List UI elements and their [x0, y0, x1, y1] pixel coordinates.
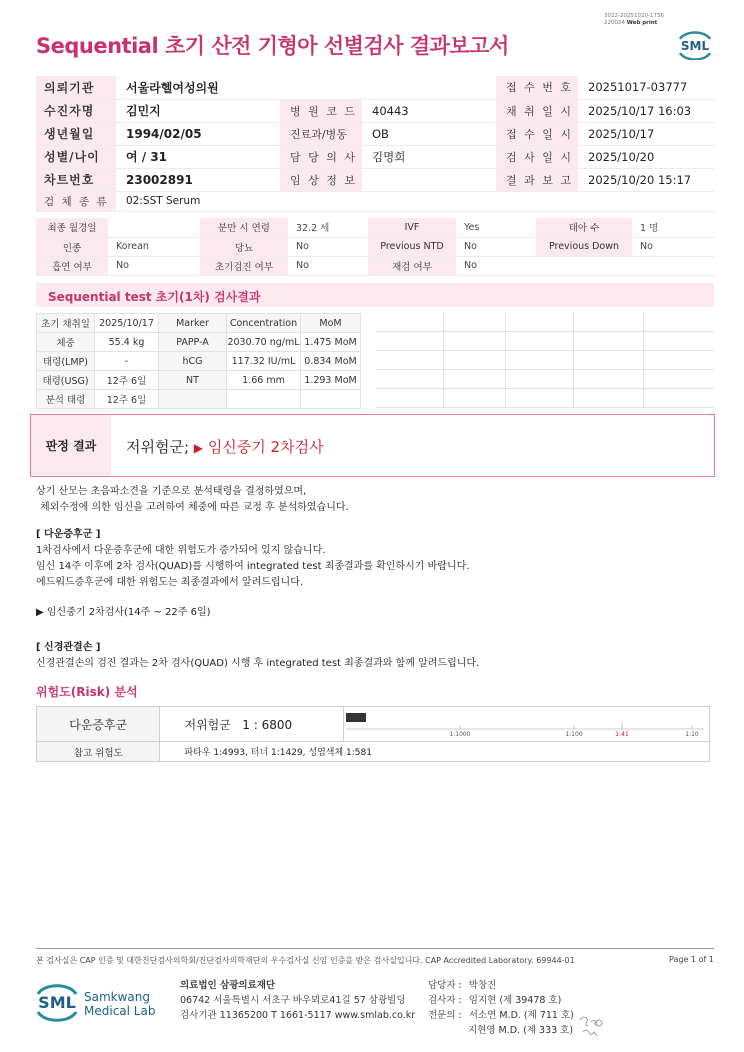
sex-age-label: 성별/나이 [36, 145, 116, 168]
result-cell: 2025/10/17 [95, 314, 159, 333]
maternal-row [36, 218, 714, 237]
risk-bar [346, 713, 366, 722]
collected-value: 2025/10/17 16:03 [578, 99, 714, 122]
result-cell: 117.32 IU/mL [227, 352, 301, 371]
risk-scale-cell [344, 707, 710, 742]
ref-risk-value: 파타우 1:4993, 터너 1:1429, 성염색체 1:581 [160, 742, 710, 762]
down-risk-ratio: 1 : 6800 [242, 717, 293, 732]
result-cell: Marker [159, 314, 227, 333]
print-code-line1: 3022-20251020-1736 [604, 13, 664, 19]
scale-label-1000: 1:1000 [449, 731, 471, 737]
clinical-label: 임 상 정 보 [280, 168, 362, 191]
note-p1: 상기 산모는 초음파소견을 기준으로 분석태령을 결정하였으며, [36, 486, 307, 497]
print-code [604, 13, 684, 27]
down-syndrome-label: 다운증후군 [37, 707, 160, 742]
down-note-3: 에드워드증후군에 대한 위험도는 최종결과에서 알려드립니다. [36, 577, 304, 588]
patient-info-table [36, 76, 714, 212]
requester-value: 서울라헬여성의원 [116, 76, 496, 99]
retest-value: No [456, 256, 536, 275]
chart-label: 차트번호 [36, 168, 116, 191]
risk-table [36, 706, 710, 762]
org-name: 의료법인 삼광의료재단 [180, 980, 276, 991]
tested-value: 2025/10/20 [578, 145, 714, 168]
print-code-line2: 220024 [604, 20, 625, 26]
ntd-note: 신경관결손의 검진 결과는 2차 검사(QUAD) 시행 후 integrated test 최종결과와 함께 알려드립니다. [36, 658, 480, 669]
hospital-code-label: 병 원 코 드 [280, 99, 362, 122]
maternal-row [36, 256, 714, 275]
chart-value: 23002891 [116, 168, 280, 191]
footer-divider [36, 948, 714, 949]
examinee-value: 김민지 [116, 99, 280, 122]
specialist1-value: 서소연 M.D. (제 711 호) [468, 1010, 574, 1021]
cap-notice: 본 검사실은 CAP 인증 및 대한진단검사의학회/진단검사의학재단의 우수검사실 신임 인증을 받은 검사실입니다. CAP Accredited Laboratory. 69944-01 [36, 956, 575, 965]
down-note-2: 임신 14주 이후에 2차 검사(QUAD)를 시행하여 integrated test 최종결과를 확인하시기 바랍니다. [36, 561, 470, 572]
scale-label-cutoff: 1:41 [615, 731, 629, 737]
result-cell: NT [159, 371, 227, 390]
page-number: Page 1 of 1 [669, 955, 714, 964]
result-section-title: Sequential test 초기(1차) 검사결과 [36, 283, 714, 307]
race-label: 인종 [36, 237, 108, 256]
result-cell [159, 390, 227, 409]
scale-label-100: 1:100 [565, 731, 583, 737]
prev-down-label: Previous Down [536, 237, 632, 256]
reported-label: 결 과 보 고 [496, 168, 578, 191]
note-p2: 체외수정에 의한 임신을 고려하여 체중에 따른 교정 후 분석하였습니다. [40, 502, 349, 513]
signature-image [577, 1010, 613, 1040]
birth-label: 생년월일 [36, 122, 116, 145]
early-test-label: 초기검진 여부 [200, 256, 288, 275]
fetus-label: 태아 수 [536, 218, 632, 237]
result-cell: 1.66 mm [227, 371, 301, 390]
result-row [37, 333, 361, 352]
staff-label: 담당자 : [428, 980, 462, 991]
sml-logo [676, 30, 714, 60]
result-cell: PAPP-A [159, 333, 227, 352]
result-cell: 태령(USG) [37, 371, 95, 390]
first-test-result-table [36, 313, 361, 409]
info-row [36, 76, 714, 99]
tester-value: 임지현 (제 39478 호) [468, 995, 562, 1006]
result-cell: 12주 6일 [95, 390, 159, 409]
down-title: [ 다운증후군 ] [36, 529, 101, 540]
result-row [37, 390, 361, 409]
maternal-row [36, 237, 714, 256]
result-cell: 분석 태령 [37, 390, 95, 409]
specimen-value: 02:SST Serum [116, 191, 714, 211]
delivery-age-value: 32.2 세 [288, 218, 368, 237]
brand-line2: Medical Lab [84, 1004, 156, 1018]
info-row [36, 122, 714, 145]
hospital-code-value: 40443 [362, 99, 496, 122]
info-row [36, 191, 714, 211]
result-cell [301, 390, 361, 409]
result-cell: Concentration [227, 314, 301, 333]
scale-label-10: 1:10 [685, 731, 699, 737]
grid-row [376, 370, 714, 389]
judgement-next-test: 임신중기 2차검사 [207, 438, 324, 456]
sex-age-value: 여 / 31 [116, 145, 280, 168]
prev-down-value: No [632, 237, 714, 256]
result-cell: 1.293 MoM [301, 371, 361, 390]
judgement-box [30, 414, 715, 477]
doctor-value: 김명희 [362, 145, 496, 168]
tested-label: 검 사 일 시 [496, 145, 578, 168]
result-cell: 12주 6일 [95, 371, 159, 390]
result-cell: 1.475 MoM [301, 333, 361, 352]
sml-logo-text: SML [680, 39, 710, 53]
result-row [37, 352, 361, 371]
result-cell: 0.834 MoM [301, 352, 361, 371]
result-cell: 초기 채취일 [37, 314, 95, 333]
down-risk-level: 저위험군 [184, 717, 231, 732]
result-cell: MoM [301, 314, 361, 333]
receipt-no-value: 20251017-03777 [578, 76, 714, 99]
grid-row [376, 389, 714, 408]
result-cell: - [95, 352, 159, 371]
collected-label: 채 취 일 시 [496, 99, 578, 122]
maternal-info-table [36, 218, 714, 276]
receipt-no-label: 접 수 번 호 [496, 76, 578, 99]
result-cell: 체중 [37, 333, 95, 352]
smoking-label: 흡연 여부 [36, 256, 108, 275]
ivf-label: IVF [368, 218, 456, 237]
risk-row-down [37, 707, 710, 742]
result-row [37, 371, 361, 390]
empty-result-grid [376, 313, 714, 408]
tester-label: 검사자 : [428, 995, 462, 1006]
grid-row [376, 313, 714, 332]
race-value: Korean [108, 237, 200, 256]
web-print-label: Web print [626, 20, 658, 26]
samkwang-logo-mark: SML [38, 993, 76, 1012]
info-row [36, 99, 714, 122]
info-row [36, 168, 714, 191]
grid-row [376, 332, 714, 351]
specialist-label: 전문의 : [428, 1010, 462, 1021]
samkwang-logo [36, 980, 156, 1026]
prev-ntd-value: No [456, 237, 536, 256]
next-test-note: ▶ 임신중기 2차검사(14주 ~ 22주 6일) [36, 607, 211, 618]
prev-ntd-label: Previous NTD [368, 237, 456, 256]
grid-row [376, 351, 714, 370]
ref-risk-label: 참고 위험도 [37, 742, 160, 762]
staff-value: 박창진 [468, 980, 497, 991]
brand-line1: Samkwang [84, 990, 150, 1004]
org-contact: 검사기관 11365200 T 1661-5117 www.smlab.co.kr [180, 1010, 416, 1021]
result-row [37, 314, 361, 333]
received-label: 접 수 일 시 [496, 122, 578, 145]
retest-label: 재검 여부 [368, 256, 456, 275]
examinee-label: 수진자명 [36, 99, 116, 122]
judgement-value [126, 436, 324, 457]
clinical-value [362, 168, 496, 191]
arrow-right-icon: ▶ [193, 441, 204, 455]
lmp-value [108, 218, 200, 237]
info-row [36, 145, 714, 168]
risk-row-ref [37, 742, 710, 762]
delivery-age-label: 분만 시 연령 [200, 218, 288, 237]
dept-label: 진료과/병동 [280, 122, 362, 145]
smoking-value: No [108, 256, 200, 275]
result-cell: 2030.70 ng/mL [227, 333, 301, 352]
judgement-label: 판정 결과 [31, 415, 111, 475]
down-syndrome-result [160, 707, 344, 742]
empty-cell [536, 256, 632, 275]
result-cell: hCG [159, 352, 227, 371]
received-value: 2025/10/17 [578, 122, 714, 145]
empty-cell [632, 256, 714, 275]
specimen-label: 검 체 종 류 [36, 191, 116, 211]
dept-value: OB [362, 122, 496, 145]
judgement-risk: 저위험군; [126, 438, 190, 456]
birth-value: 1994/02/05 [116, 122, 280, 145]
requester-label: 의뢰기관 [36, 76, 116, 99]
early-test-value: No [288, 256, 368, 275]
result-cell: 태령(LMP) [37, 352, 95, 371]
risk-scale [344, 707, 708, 737]
diabetes-value: No [288, 237, 368, 256]
reported-value: 2025/10/20 15:17 [578, 168, 714, 191]
doctor-label: 담 당 의 사 [280, 145, 362, 168]
result-cell [227, 390, 301, 409]
lmp-label: 최종 월경일 [36, 218, 108, 237]
result-cell: 55.4 kg [95, 333, 159, 352]
ntd-title: [ 신경관결손 ] [36, 642, 101, 653]
down-note-1: 1차검사에서 다운증후군에 대한 위험도가 증가되어 있지 않습니다. [36, 545, 326, 556]
diabetes-label: 당뇨 [200, 237, 288, 256]
specialist2-value: 지현영 M.D. (제 333 호) [468, 1025, 574, 1036]
risk-title: 위험도(Risk) 분석 [36, 685, 138, 699]
report-title: Sequential 초기 산전 기형아 선별검사 결과보고서 [36, 34, 509, 58]
fetus-value: 1 명 [632, 218, 714, 237]
ivf-value: Yes [456, 218, 536, 237]
org-address: 06742 서울특별시 서초구 바우뫼로41길 57 삼광빌딩 [180, 995, 406, 1006]
